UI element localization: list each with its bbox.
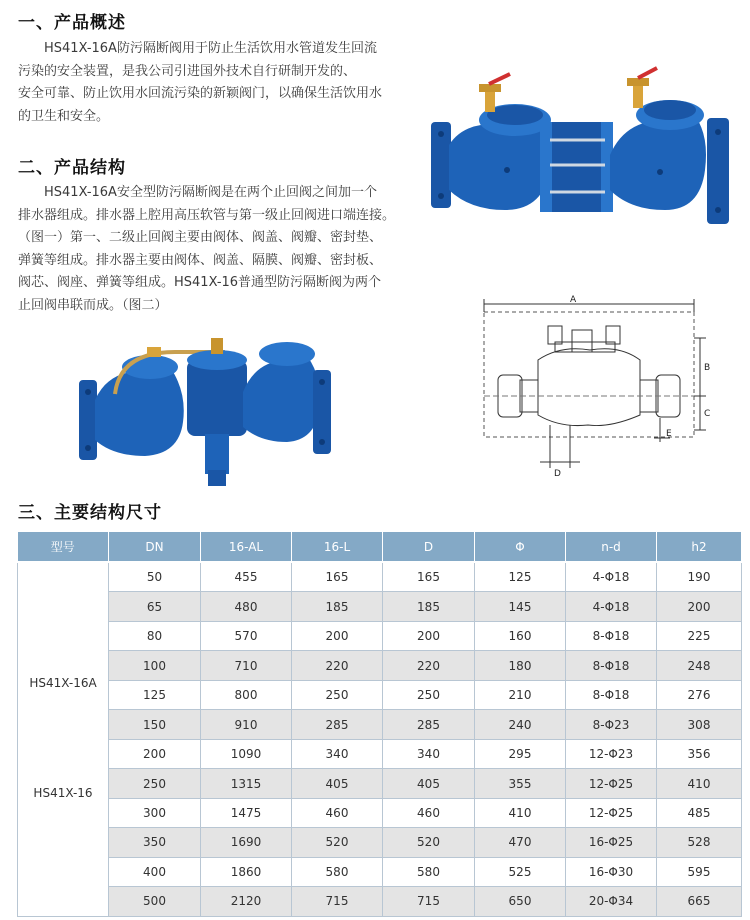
overview-line: 的卫生和安全。 (18, 108, 110, 124)
table-cell: 12-Φ25 (566, 798, 657, 827)
table-cell: 225 (657, 621, 742, 650)
model-name: HS41X-16A (29, 676, 97, 690)
table-cell: 710 (201, 651, 292, 680)
table-cell: 16-Φ25 (566, 828, 657, 857)
table-cell: 650 (475, 887, 566, 917)
table-row (18, 562, 742, 592)
overview-line: 污染的安全装置，是我公司引进国外技术自行研制开发的、 (18, 63, 357, 79)
table-cell: 910 (201, 710, 292, 739)
table-cell: 460 (292, 798, 383, 827)
valve-photo-type-a (425, 60, 743, 235)
valve-photo-type-b (75, 322, 337, 490)
table-cell: 1690 (201, 828, 292, 857)
structure-line: 排水器组成。排水器上腔用高压软管与第一级止回阀进口端连接。 (18, 207, 396, 223)
table-cell: 276 (657, 680, 742, 709)
structure-line: 止回阀串联而成。（图二） (18, 297, 168, 313)
structure-line: 弹簧等组成。排水器主要由阀体、阀盖、隔膜、阀瓣、密封板、 (18, 252, 383, 268)
table-cell: 12-Φ25 (566, 769, 657, 798)
table-cell: 8-Φ18 (566, 651, 657, 680)
table-cell: 250 (292, 680, 383, 709)
table-cell: 250 (383, 680, 475, 709)
table-cell: 580 (292, 857, 383, 886)
table-cell: 715 (383, 887, 475, 917)
table-row (18, 680, 742, 709)
table-cell: 200 (109, 739, 201, 768)
table-cell: 20-Φ34 (566, 887, 657, 917)
table-cell: 665 (657, 887, 742, 917)
structure-line: HS41X-16A安全型防污隔断阀是在两个止回阀之间加一个 (44, 185, 377, 200)
table-cell: 520 (383, 828, 475, 857)
table-cell: 180 (475, 651, 566, 680)
table-cell: 355 (475, 769, 566, 798)
table-cell: 580 (383, 857, 475, 886)
overview-line: HS41X-16A防污隔断阀用于防止生活饮用水管道发生回流 (44, 41, 377, 56)
table-row (18, 857, 742, 886)
table-row (18, 769, 742, 798)
table-cell: 1315 (201, 769, 292, 798)
table-cell: 460 (383, 798, 475, 827)
table-cell: 150 (109, 710, 201, 739)
table-cell: 800 (201, 680, 292, 709)
section-title-overview: 一、产品概述 (18, 13, 126, 33)
table-row (18, 887, 742, 917)
table-cell: 470 (475, 828, 566, 857)
table-header-row (18, 532, 742, 562)
section-title-structure: 二、产品结构 (18, 158, 126, 178)
table-cell: 4-Φ18 (566, 562, 657, 592)
table-cell: 570 (201, 621, 292, 650)
table-cell: 50 (109, 562, 201, 592)
table-cell: 65 (109, 592, 201, 621)
header-n-d: n-d (566, 532, 657, 562)
table-cell: 356 (657, 739, 742, 768)
table-cell: 520 (292, 828, 383, 857)
dim-label-b: B (704, 363, 711, 373)
table-cell: 125 (475, 562, 566, 592)
table-cell: 485 (657, 798, 742, 827)
table-cell: 100 (109, 651, 201, 680)
table-cell: 285 (292, 710, 383, 739)
header-dn: DN (109, 532, 201, 562)
table-cell: 350 (109, 828, 201, 857)
dim-label-e: E (666, 429, 672, 439)
table-cell: 1090 (201, 739, 292, 768)
table-cell: 528 (657, 828, 742, 857)
table-cell: 145 (475, 592, 566, 621)
dim-label-a: A (570, 295, 577, 305)
table-cell: 16-Φ30 (566, 857, 657, 886)
table-cell: 190 (657, 562, 742, 592)
dim-label-d: D (554, 469, 561, 479)
header-phi: Φ (475, 532, 566, 562)
section-title-dimensions: 三、主要结构尺寸 (18, 503, 162, 523)
table-cell: 480 (201, 592, 292, 621)
table-cell: 8-Φ18 (566, 680, 657, 709)
table-cell: 160 (475, 621, 566, 650)
table-cell: 8-Φ23 (566, 710, 657, 739)
table-cell: 165 (292, 562, 383, 592)
table-cell: 455 (201, 562, 292, 592)
table-row (18, 828, 742, 857)
table-cell: 285 (383, 710, 475, 739)
structure-line: （图一）第一、二级止回阀主要由阀体、阀盖、阀瓣、密封垫、 (18, 230, 383, 245)
table-cell: 200 (657, 592, 742, 621)
table-cell: 595 (657, 857, 742, 886)
header-16-al: 16-AL (201, 532, 292, 562)
header-16-l: 16-L (292, 532, 383, 562)
table-cell: 200 (292, 621, 383, 650)
table-cell: 500 (109, 887, 201, 917)
dimension-diagram (460, 290, 735, 485)
table-cell: 185 (292, 592, 383, 621)
table-cell: 12-Φ23 (566, 739, 657, 768)
table-cell: 300 (109, 798, 201, 827)
table-cell: 1475 (201, 798, 292, 827)
table-cell: 80 (109, 621, 201, 650)
table-cell: 200 (383, 621, 475, 650)
table-cell: 340 (292, 739, 383, 768)
table-cell: 1860 (201, 857, 292, 886)
table-cell: 248 (657, 651, 742, 680)
table-cell: 2120 (201, 887, 292, 917)
dimension-table (17, 532, 742, 917)
table-row (18, 710, 742, 739)
dim-label-c: C (704, 409, 711, 419)
header-d: D (383, 532, 475, 562)
structure-paragraph (18, 182, 395, 317)
table-cell: 165 (383, 562, 475, 592)
table-cell: 410 (657, 769, 742, 798)
model-cell (18, 562, 109, 916)
table-row (18, 798, 742, 827)
table-cell: 340 (383, 739, 475, 768)
header-model: 型号 (18, 532, 109, 562)
table-cell: 410 (475, 798, 566, 827)
overview-line: 安全可靠、防止饮用水回流污染的新颖阀门，以确保生活饮用水 (18, 86, 383, 101)
table-cell: 400 (109, 857, 201, 886)
table-cell: 308 (657, 710, 742, 739)
header-h2: h2 (657, 532, 742, 562)
table-cell: 405 (292, 769, 383, 798)
table-cell: 220 (292, 651, 383, 680)
table-cell: 295 (475, 739, 566, 768)
overview-paragraph (18, 38, 382, 128)
table-cell: 4-Φ18 (566, 592, 657, 621)
table-cell: 210 (475, 680, 566, 709)
table-cell: 8-Φ18 (566, 621, 657, 650)
table-cell: 185 (383, 592, 475, 621)
table-cell: 525 (475, 857, 566, 886)
structure-line: 阀芯、阀座、弹簧等组成。HS41X-16普通型防污隔断阀为两个 (18, 275, 382, 290)
table-row (18, 651, 742, 680)
table-cell: 220 (383, 651, 475, 680)
table-row (18, 621, 742, 650)
table-cell: 125 (109, 680, 201, 709)
model-name: HS41X-16 (33, 786, 93, 800)
table-cell: 715 (292, 887, 383, 917)
table-row (18, 739, 742, 768)
table-row (18, 592, 742, 621)
table-cell: 405 (383, 769, 475, 798)
table-cell: 240 (475, 710, 566, 739)
table-cell: 250 (109, 769, 201, 798)
